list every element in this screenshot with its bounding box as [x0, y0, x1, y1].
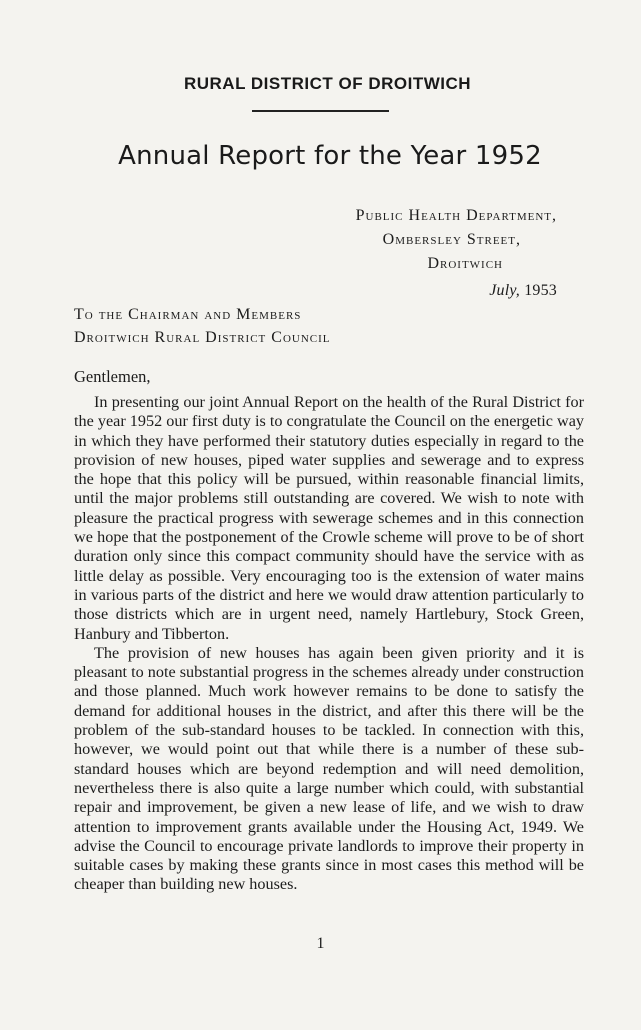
sender-address	[356, 204, 557, 303]
address-line-town: Droitwich	[427, 255, 503, 272]
letter-body	[74, 393, 584, 895]
recipient-line-2: Droitwich Rural District Council	[74, 329, 331, 346]
report-title: Annual Report for the Year 1952	[118, 141, 542, 171]
date-year: 1953	[524, 282, 557, 299]
body-paragraph-1: In presenting our joint Annual Report on the health of the Rural District for the year 1952 our first duty is to congratulate the Council on the energetic way in which they have performed their statutory duties especially in regard to the provision of new houses, piped water supplies and sewerage and to express the hope that this policy will be pursued, within reasonable financial limits, until the major problems still outstanding are covered. We wish to note with pleasure the practical progress with sewerage schemes and in this connection we hope that the postponement of the Crowle scheme will prove to be of short duration only since this compact community should have the service with as little delay as possible. Very encouraging too is the extension of water mains in various parts of the district and here we would draw attention particularly to those districts which are in urgent need, namely Hartlebury, Stock Green, Hanbury and Tibberton.	[74, 393, 584, 643]
recipient-line-1: To the Chairman and Members	[74, 306, 302, 323]
address-line-department: Public Health Department,	[355, 207, 557, 224]
date-month: July,	[489, 282, 520, 299]
body-paragraph-2: The provision of new houses has again been given priority and it is pleasant to note substantial progress in the schemes already under construction and those planned. Much work however remains to be done to satisfy the demand for additional houses in the district, and after this there will be the problem of the sub-standard houses to be tackled. In connection with this, however, we would point out that while there is a number of these sub-standard houses which are beyond redemption and will need demolition, nevertheless there is also quite a large number which could, with substantial repair and improvement, be given a new lease of life, and we wish to draw attention to improvement grants available under the Housing Act, 1949. We advise the Council to encourage private landlords to improve their property in suitable cases by making these grants since in most cases this method will be cheaper than building new houses.	[74, 643, 584, 894]
district-heading: RURAL DISTRICT OF DROITWICH	[183, 74, 472, 93]
address-line-street: Ombersley Street,	[382, 231, 521, 248]
recipient-block	[74, 303, 331, 349]
page-number: 1	[316, 935, 325, 952]
heading-divider	[252, 110, 389, 112]
salutation: Gentlemen,	[74, 367, 151, 386]
letter-date	[356, 279, 557, 303]
